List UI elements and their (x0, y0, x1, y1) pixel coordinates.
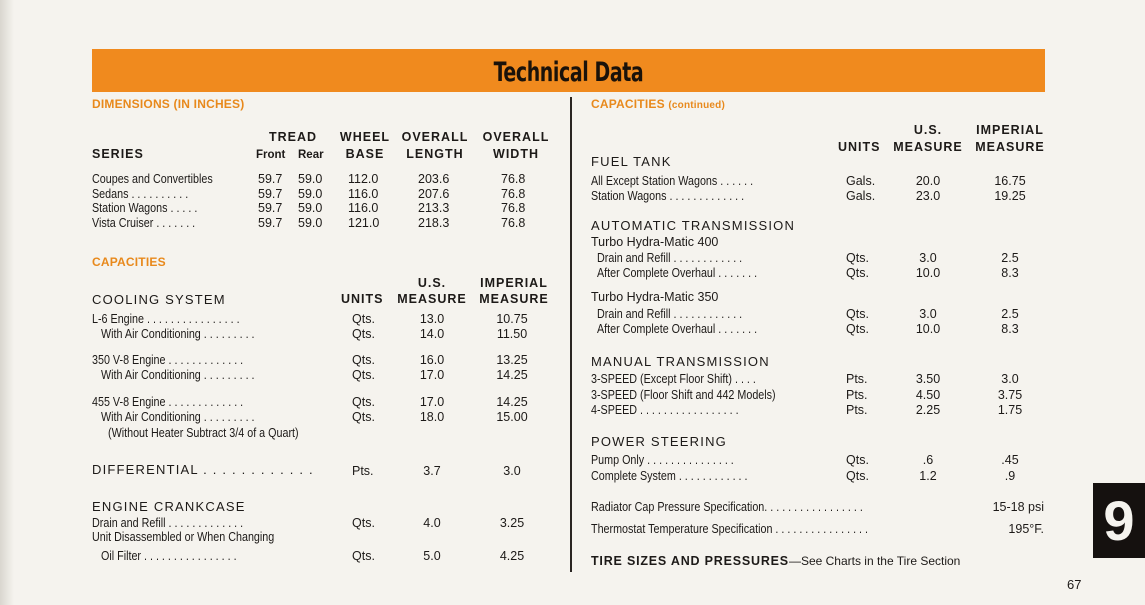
thermostat-value: 195°F. (1008, 522, 1044, 536)
tread-header: TREAD (268, 130, 318, 144)
imperial-header-2-right: MEASURE (975, 140, 1045, 154)
power-steering-heading: POWER STEERING (591, 434, 727, 449)
manual-units: Pts. (846, 388, 868, 402)
series-name: Sedans . . . . . . . . . . (92, 186, 189, 201)
wheelbase-value: 121.0 (348, 215, 380, 230)
manual-units: Pts. (846, 403, 868, 417)
column-divider (570, 97, 572, 572)
fuel-tank-heading: FUEL TANK (591, 154, 672, 169)
th400-row-units: Qts. (846, 251, 869, 265)
fuel-units: Gals. (846, 174, 876, 188)
capacities-continued-title: CAPACITIES (591, 97, 665, 111)
steering-us: .6 (922, 453, 934, 467)
steering-imperial: .9 (1004, 469, 1016, 483)
capacities-continued-heading (591, 97, 725, 111)
units-header: UNITS (341, 292, 384, 306)
oil-filter-imperial: 4.25 (499, 549, 525, 563)
wheelbase-value: 116.0 (348, 186, 379, 201)
us-header-1-right: U.S. (913, 123, 943, 137)
heater-note: (Without Heater Subtract 3/4 of a Quart) (108, 426, 299, 440)
th350-row-units: Qts. (846, 307, 869, 321)
crankcase-drain-imperial: 3.25 (499, 516, 525, 530)
capacities-heading: CAPACITIES (92, 255, 166, 269)
capacity-us: 14.0 (419, 327, 445, 341)
thermostat-label: Thermostat Temperature Specification . . . . . . . . . . . . . . . . (591, 522, 869, 536)
th350-row-label: Drain and Refill . . . . . . . . . . . . (597, 307, 743, 321)
cooling-system-heading: COOLING SYSTEM (92, 292, 226, 307)
rear-value: 59.0 (298, 172, 323, 186)
capacity-imperial: 11.50 (496, 327, 528, 341)
manual-us: 3.50 (915, 372, 941, 386)
th400-row-imperial: 8.3 (1001, 266, 1019, 280)
th350-row-units: Qts. (846, 322, 869, 336)
th400-row-imperial: 2.5 (1001, 251, 1019, 265)
radiator-cap-value: 15-18 psi (992, 500, 1044, 514)
auto-trans-heading: AUTOMATIC TRANSMISSION (591, 218, 796, 233)
length-value: 218.3 (418, 215, 450, 230)
th350-label: Turbo Hydra-Matic 350 (591, 290, 719, 304)
capacity-imperial: 14.25 (496, 395, 528, 409)
imperial-header-2: MEASURE (479, 292, 549, 306)
tire-sizes-note (591, 552, 960, 570)
fuel-label: Station Wagons . . . . . . . . . . . . . (591, 189, 745, 203)
th400-row-label: Drain and Refill . . . . . . . . . . . . (597, 251, 743, 265)
page-edge-shadow (0, 0, 14, 605)
manual-label: 3-SPEED (Except Floor Shift) . . . . (591, 372, 756, 386)
steering-label: Pump Only . . . . . . . . . . . . . . . (591, 453, 734, 467)
manual-imperial: 1.75 (997, 403, 1023, 417)
th350-row-imperial: 2.5 (1001, 307, 1019, 321)
us-header-1: U.S. (417, 276, 447, 290)
rear-value: 59.0 (298, 186, 323, 201)
th400-row-us: 10.0 (915, 266, 941, 280)
rear-header: Rear (298, 149, 324, 161)
capacity-units: Qts. (352, 368, 375, 382)
capacity-label: With Air Conditioning . . . . . . . . . (101, 368, 255, 382)
crankcase-drain-units: Qts. (352, 516, 375, 530)
capacity-imperial: 13.25 (496, 353, 528, 367)
capacity-label: L-6 Engine . . . . . . . . . . . . . . . . (92, 312, 240, 326)
manual-label: 3-SPEED (Floor Shift and 442 Models) (591, 388, 776, 402)
rear-value: 59.0 (298, 215, 323, 230)
fuel-imperial: 19.25 (994, 189, 1026, 203)
differential-imperial: 3.0 (503, 464, 521, 478)
manual-imperial: 3.75 (997, 388, 1023, 402)
capacity-units: Qts. (352, 395, 375, 409)
width-value: 76.8 (501, 215, 526, 230)
oil-filter-label: Oil Filter . . . . . . . . . . . . . . . . (101, 549, 237, 563)
units-header-right: UNITS (838, 140, 881, 154)
capacity-us: 17.0 (419, 395, 445, 409)
front-header: Front (256, 149, 286, 161)
capacity-units: Qts. (352, 410, 375, 424)
us-header-2: MEASURE (397, 292, 467, 306)
page-number: 67 (1067, 577, 1082, 592)
width-value: 76.8 (501, 186, 526, 201)
th400-label: Turbo Hydra-Matic 400 (591, 235, 719, 249)
differential-us: 3.7 (423, 464, 441, 478)
overall-length-header-1: OVERALL (401, 130, 469, 144)
th350-row-us: 3.0 (919, 307, 937, 321)
us-header-2-right: MEASURE (893, 140, 963, 154)
th400-row-us: 3.0 (919, 251, 937, 265)
capacity-us: 16.0 (419, 353, 445, 367)
th350-row-us: 10.0 (915, 322, 941, 336)
capacity-imperial: 14.25 (496, 368, 528, 382)
crankcase-drain-us: 4.0 (423, 516, 441, 530)
oil-filter-units: Qts. (352, 549, 375, 563)
rear-value: 59.0 (298, 201, 323, 215)
section-tab: 9 (1093, 483, 1145, 558)
tire-sizes-reference: —See Charts in the Tire Section (788, 554, 961, 568)
crankcase-heading: ENGINE CRANKCASE (92, 499, 246, 514)
oil-filter-us: 5.0 (423, 549, 441, 563)
radiator-cap-label: Radiator Cap Pressure Specification. . . . . . . . . . . . . . . . . (591, 500, 863, 514)
capacity-us: 13.0 (419, 312, 445, 326)
th400-row-units: Qts. (846, 266, 869, 280)
length-value: 213.3 (418, 201, 450, 215)
th350-row-label: After Complete Overhaul . . . . . . . (597, 322, 758, 336)
imperial-header-1: IMPERIAL (480, 276, 548, 290)
front-value: 59.7 (258, 172, 283, 186)
width-value: 76.8 (501, 201, 526, 215)
manual-units: Pts. (846, 372, 868, 386)
wheelbase-value: 112.0 (348, 172, 379, 186)
capacity-us: 18.0 (419, 410, 445, 424)
capacity-units: Qts. (352, 353, 375, 367)
fuel-units: Gals. (846, 189, 876, 203)
steering-units: Qts. (846, 469, 869, 483)
capacity-label: 350 V-8 Engine . . . . . . . . . . . . . (92, 353, 244, 367)
manual-us: 2.25 (915, 403, 941, 417)
capacity-units: Qts. (352, 327, 375, 341)
width-value: 76.8 (501, 172, 526, 186)
steering-units: Qts. (846, 453, 869, 467)
continued-label: (continued) (668, 100, 725, 111)
th400-row-label: After Complete Overhaul . . . . . . . (597, 266, 758, 280)
unit-disassembled-label: Unit Disassembled or When Changing (92, 530, 275, 544)
steering-label: Complete System . . . . . . . . . . . . (591, 469, 748, 483)
title-banner (92, 49, 1045, 92)
capacity-imperial: 10.75 (496, 312, 528, 326)
dimensions-heading: DIMENSIONS (IN INCHES) (92, 97, 245, 111)
series-name: Coupes and Convertibles (92, 172, 213, 186)
front-value: 59.7 (258, 215, 283, 230)
width-header: WIDTH (493, 147, 539, 161)
front-value: 59.7 (258, 186, 283, 201)
fuel-label: All Except Station Wagons . . . . . . (591, 174, 754, 188)
steering-us: 1.2 (919, 469, 937, 483)
capacity-label: 455 V-8 Engine . . . . . . . . . . . . . (92, 395, 244, 409)
differential-units: Pts. (352, 464, 374, 478)
capacity-imperial: 15.00 (496, 410, 528, 424)
steering-imperial: .45 (1001, 453, 1019, 467)
wheel-header: WHEEL (339, 130, 391, 144)
front-value: 59.7 (258, 201, 283, 215)
th350-row-imperial: 8.3 (1001, 322, 1019, 336)
manual-imperial: 3.0 (1001, 372, 1019, 386)
series-header: SERIES (92, 147, 144, 161)
capacity-label: With Air Conditioning . . . . . . . . . (101, 410, 255, 424)
fuel-us: 20.0 (915, 174, 941, 188)
imperial-header-1-right: IMPERIAL (976, 123, 1044, 137)
capacity-label: With Air Conditioning . . . . . . . . . (101, 327, 255, 341)
wheelbase-value: 116.0 (348, 201, 379, 215)
manual-trans-heading: MANUAL TRANSMISSION (591, 354, 770, 369)
capacity-units: Qts. (352, 312, 375, 326)
series-name: Station Wagons . . . . . (92, 201, 198, 215)
tire-sizes-title: TIRE SIZES AND PRESSURES (591, 554, 789, 568)
capacity-us: 17.0 (419, 368, 445, 382)
fuel-imperial: 16.75 (994, 174, 1026, 188)
fuel-us: 23.0 (915, 189, 941, 203)
length-value: 207.6 (418, 186, 450, 201)
manual-label: 4-SPEED . . . . . . . . . . . . . . . . . (591, 403, 739, 417)
differential-label: DIFFERENTIAL . . . . . . . . . . . . (92, 462, 314, 477)
crankcase-drain-label: Drain and Refill . . . . . . . . . . . . . (92, 516, 244, 530)
series-name: Vista Cruiser . . . . . . . (92, 215, 196, 230)
base-header: BASE (345, 147, 385, 161)
overall-width-header-1: OVERALL (482, 130, 550, 144)
manual-us: 4.50 (915, 388, 941, 402)
page-title: Technical Data (493, 57, 644, 88)
length-value: 203.6 (418, 172, 450, 186)
length-header: LENGTH (406, 147, 464, 161)
